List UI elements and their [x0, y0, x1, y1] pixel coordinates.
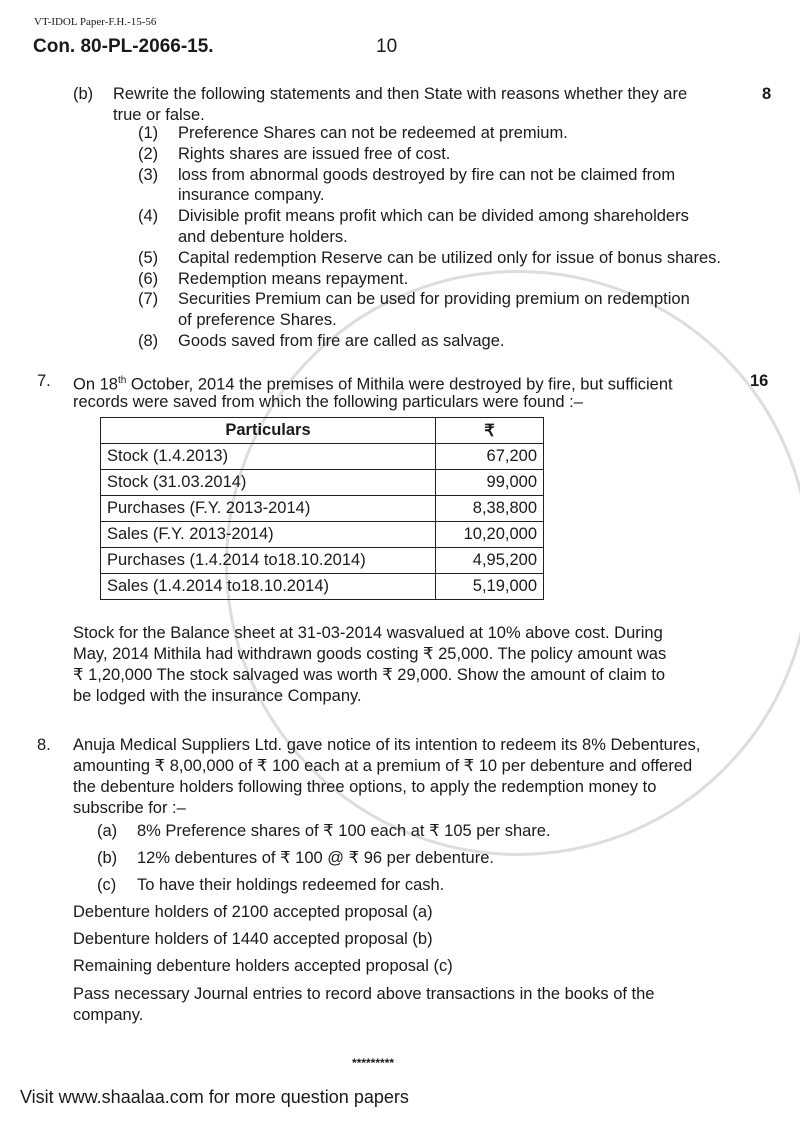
q7-line2: records were saved from which the following particulars were found :–	[73, 393, 583, 411]
particular-cell: Stock (31.03.2014)	[101, 470, 436, 496]
qb-marks: 8	[762, 85, 772, 103]
particular-cell: Sales (1.4.2014 to18.10.2014)	[101, 574, 436, 600]
q8-line: Anuja Medical Suppliers Ltd. gave notice of its intention to redeem its 8% Debentures,	[73, 736, 701, 754]
page-number: 10	[376, 36, 398, 57]
statement-number: (3)	[138, 165, 159, 184]
header-rupee: ₹	[436, 418, 544, 444]
amount-cell: 10,20,000	[436, 522, 544, 548]
statement-number: (5)	[138, 248, 159, 267]
amount-cell: 8,38,800	[436, 496, 544, 522]
option-text: 12% debentures of ₹ 100 @ ₹ 96 per debenture.	[137, 849, 494, 867]
statement-text: Preference Shares can not be redeemed at premium.	[178, 124, 568, 142]
statement-number: (1)	[138, 124, 159, 142]
q8-line: the debenture holders following three options, to apply the redemption money to	[73, 778, 657, 796]
statement-number: (6)	[138, 269, 159, 288]
statement-number: (2)	[138, 144, 159, 163]
q7-paragraph-line: ₹ 1,20,000 The stock salvaged was worth ₹ 29,000. Show the amount of claim to	[73, 666, 666, 684]
statement-text: Goods saved from fire are called as salvage.	[178, 332, 505, 350]
qb-line: Rewrite the following statements and then State with reasons whether they are	[113, 85, 688, 103]
q8-statement: Pass necessary Journal entries to record above transactions in the books of the	[73, 985, 655, 1003]
q8-line: amounting ₹ 8,00,000 of ₹ 100 each at a premium of ₹ 10 per debenture and offered	[73, 757, 693, 775]
particular-cell: Sales (F.Y. 2013-2014)	[101, 522, 436, 548]
amount-cell: 5,19,000	[436, 574, 544, 600]
statement-number: (7)	[138, 290, 159, 309]
table-row	[101, 470, 544, 496]
footer-link[interactable]: Visit www.shaalaa.com for more question papers	[20, 1087, 409, 1107]
q7-paragraph-line: be lodged with the insurance Company.	[73, 687, 362, 705]
q8-statement: Remaining debenture holders accepted proposal (c)	[73, 957, 453, 975]
table-row	[101, 522, 544, 548]
table-row	[101, 548, 544, 574]
particular-cell: Purchases (1.4.2014 to18.10.2014)	[101, 548, 436, 574]
option-label: (c)	[97, 876, 117, 894]
q7-paragraph-line: May, 2014 Mithila had withdrawn goods costing ₹ 25,000. The policy amount was	[73, 645, 667, 663]
q8-number: 8.	[37, 736, 51, 754]
statement-number: (8)	[138, 332, 159, 350]
option-label: (a)	[97, 822, 118, 840]
statement-text: Rights shares are issued free of cost.	[178, 144, 451, 163]
paper-code: VT-IDOL Paper-F.H.-15-56	[34, 16, 157, 28]
amount-cell: 99,000	[436, 470, 544, 496]
con-number: Con. 80-PL-2066-15.	[33, 36, 214, 57]
qb-label: (b)	[73, 85, 94, 103]
q7-number: 7.	[37, 372, 51, 390]
option-text: To have their holdings redeemed for cash.	[137, 876, 445, 894]
statement-text: Securities Premium can be used for providing premium on redemption	[178, 290, 690, 309]
amount-cell: 4,95,200	[436, 548, 544, 574]
option-label: (b)	[97, 849, 118, 867]
q7-line1: On 18th October, 2014 the premises of Mithila were destroyed by fire, but sufficient	[73, 375, 673, 394]
statement-text: insurance company.	[178, 186, 325, 205]
particulars-table	[100, 417, 544, 600]
q8-line: subscribe for :–	[73, 799, 186, 817]
q8-statement: Debenture holders of 2100 accepted proposal (a)	[73, 903, 433, 921]
q8-statement: company.	[73, 1006, 144, 1024]
statement-number: (4)	[138, 207, 159, 226]
option-text: 8% Preference shares of ₹ 100 each at ₹ 105 per share.	[137, 822, 551, 840]
header-particulars: Particulars	[101, 418, 436, 444]
statement-text: and debenture holders.	[178, 228, 348, 246]
statement-text: Capital redemption Reserve can be utilized only for issue of bonus shares.	[178, 248, 721, 267]
statement-text: Divisible profit means profit which can be divided among shareholders	[178, 207, 689, 226]
end-mark: *********	[352, 1056, 395, 1070]
table-row	[101, 574, 544, 600]
table-row	[101, 444, 544, 470]
statement-text: of preference Shares.	[178, 311, 337, 330]
amount-cell: 67,200	[436, 444, 544, 470]
qb-line: true or false.	[113, 106, 205, 124]
q7-marks: 16	[750, 372, 769, 390]
q8-statement: Debenture holders of 1440 accepted proposal (b)	[73, 930, 433, 948]
particular-cell: Purchases (F.Y. 2013-2014)	[101, 496, 436, 522]
q7-paragraph-line: Stock for the Balance sheet at 31-03-2014 wasvalued at 10% above cost. During	[73, 624, 663, 642]
statement-text: loss from abnormal goods destroyed by fire can not be claimed from	[178, 165, 676, 184]
statement-text: Redemption means repayment.	[178, 269, 409, 288]
particular-cell: Stock (1.4.2013)	[101, 444, 436, 470]
table-row	[101, 496, 544, 522]
